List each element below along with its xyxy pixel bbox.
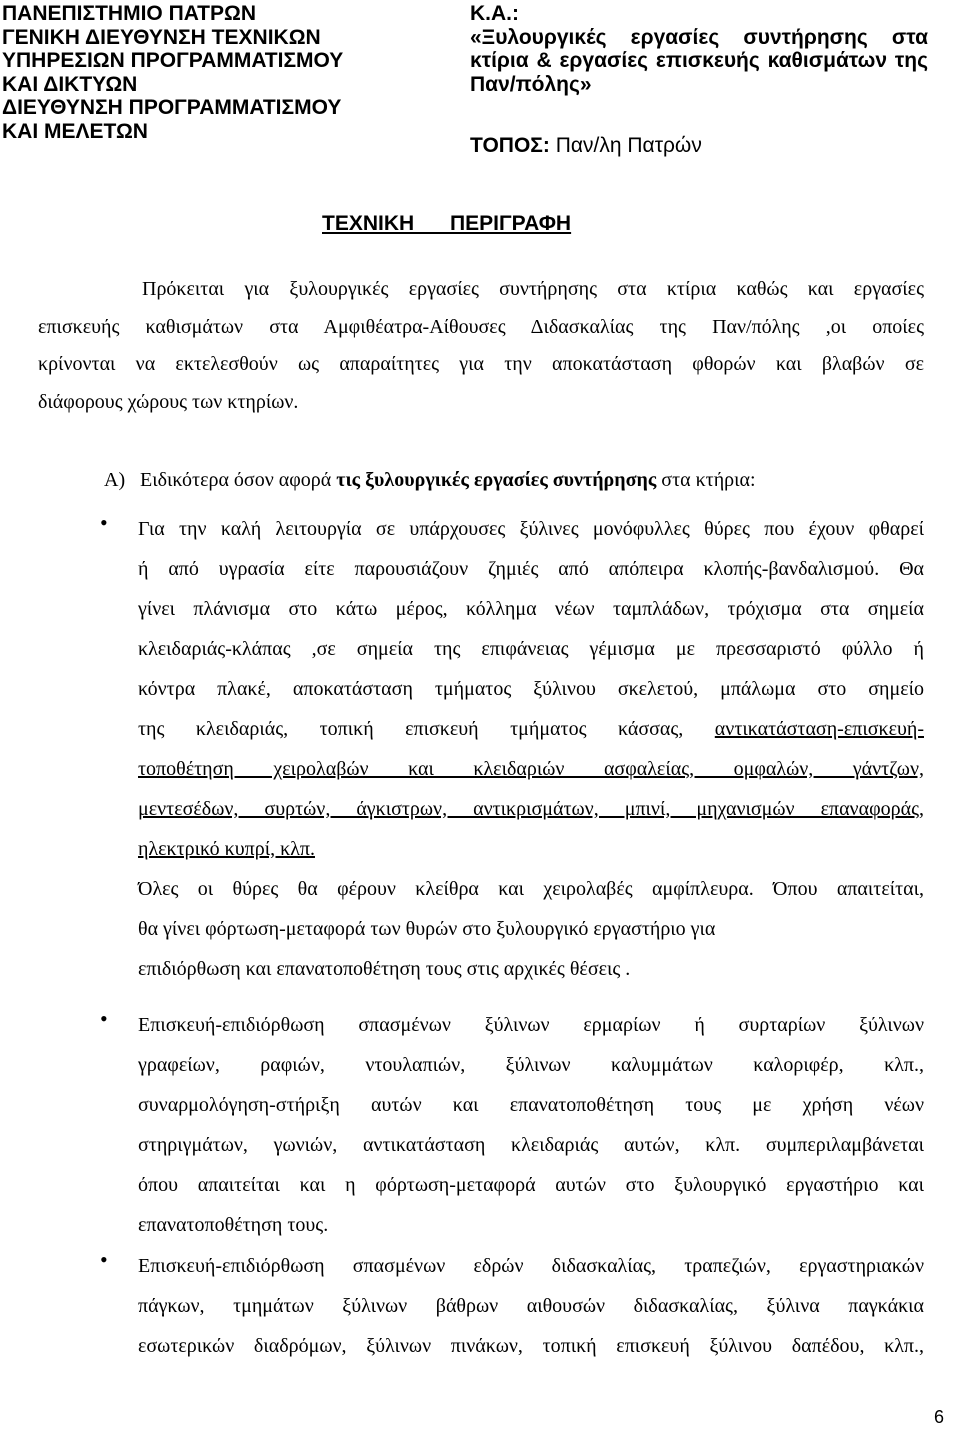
header-line: ΠΑΝΕΠΙΣΤΗΜΙΟ ΠΑΤΡΩΝ xyxy=(2,2,257,25)
bullet-line-plain: της κλειδαριάς, τοπική επισκευή τμήματος κάσσας, xyxy=(138,718,715,740)
section-text-pre: Ειδικότερα όσον αφορά xyxy=(140,469,337,491)
header-line: ΥΠΗΡΕΣΙΩΝ ΠΡΟΓΡΑΜΜΑΤΙΣΜΟΥ xyxy=(2,49,344,72)
header-line: ΚΑΙ ΔΙΚΤΥΩΝ xyxy=(2,72,138,96)
bullet-line: επιδιόρθωση και επανατοποθέτηση τους στις αρχικές θέσεις . xyxy=(138,958,631,980)
bullet-line: επανατοποθέτηση τους. xyxy=(138,1214,329,1236)
bullet-line: κόντρα πλακέ, αποκατάσταση τμήματος ξύλινου σκελετού, μπάλωμα στο σημείο xyxy=(138,678,924,700)
header-project xyxy=(470,2,928,96)
bullet-line: Για την καλή λειτουργία σε υπάρχουσες ξύλινες μονόφυλλες θύρες που έχουν φθαρεί xyxy=(138,518,924,540)
bullet-line-underlined: μεντεσέδων, συρτών, άγκιστρων, αντικρισμάτων, μπινί, μηχανισμών επαναφοράς, xyxy=(138,798,924,820)
bullet-line: όπου απαιτείται και η φόρτωση-μεταφορά αυτών στο ξυλουργικό εργαστήριο και xyxy=(138,1174,924,1196)
location-value: Παν/λη Πατρών xyxy=(555,134,702,157)
section-a-heading xyxy=(104,469,756,492)
page-title: ΤΕΧΝΙΚΗ ΠΕΡΙΓΡΑΦΗ xyxy=(322,212,572,235)
section-label: Α) xyxy=(104,469,126,491)
bullet-icon: • xyxy=(100,510,108,535)
section-text-post: στα κτήρια: xyxy=(656,469,756,491)
header-line: ΓΕΝΙΚΗ ΔΙΕΥΘΥΝΣΗ ΤΕΧΝΙΚΩΝ xyxy=(2,25,321,49)
bullet-line: γίνει πλάνισμα στο κάτω μέρος, κόλλημα νέων ταμπλάδων, τρόχισμα στα σημεία xyxy=(138,598,924,620)
header-line: ΔΙΕΥΘΥΝΣΗ ΠΡΟΓΡΑΜΜΑΤΙΣΜΟΥ xyxy=(2,96,342,119)
bullet-line-underlined: ηλεκτρικό κυπρί, κλπ. xyxy=(138,838,315,860)
project-code: Κ.Α.: xyxy=(470,2,519,25)
bullet-item-desks xyxy=(138,1246,924,1366)
bullet-line: Επισκευή-επιδιόρθωση σπασμένων εδρών διδασκαλίας, τραπεζιών, εργαστηριακών xyxy=(138,1255,924,1277)
bullet-line: πάγκων, τμημάτων ξύλινων βάθρων αιθουσών διδασκαλίας, ξύλινα παγκάκια xyxy=(138,1295,924,1317)
bullet-line: συναρμολόγηση-στήριξη αυτών και επανατοποθέτηση τους με χρήση νέων xyxy=(138,1094,924,1116)
bullet-line xyxy=(138,829,924,869)
project-title-line: Παν/πόλης» xyxy=(470,72,592,96)
intro-line: διάφορους χώρους των κτηρίων. xyxy=(38,390,299,413)
intro-line: Πρόκειται για ξυλουργικές εργασίες συντήρησης στα κτίρια καθώς και εργασίες xyxy=(142,278,924,300)
section-text-bold: τις ξυλουργικές εργασίες συντήρησης xyxy=(336,469,657,491)
intro-line: επισκευής καθισμάτων στα Αμφιθέατρα-Αίθουσες Διδασκαλίας της Παν/πόλης ,οι οποίες xyxy=(38,315,924,338)
bullet-line-underlined: αντικατάσταση-επισκευή- xyxy=(714,718,924,740)
bullet-line: ή από υγρασία είτε παρουσιάζουν ζημιές από απόπειρα κλοπής-βανδαλισμού. Θα xyxy=(138,558,924,580)
project-title-line: «Ξυλουργικές εργασίες συντήρησης στα xyxy=(470,25,928,49)
page-number: 6 xyxy=(934,1407,945,1427)
bullet-line: στηριγμάτων, γωνιών, αντικατάσταση κλειδαριάς αυτών, κλπ. συμπεριλαμβάνεται xyxy=(138,1134,924,1156)
location xyxy=(470,134,702,158)
header-line: ΚΑΙ ΜΕΛΕΤΩΝ xyxy=(2,119,148,143)
bullet-line-underlined: τοποθέτηση χειρολαβών και κλειδαριών ασφαλείας, ομφαλών, γάντζων, xyxy=(138,758,924,780)
bullet-icon: • xyxy=(100,1247,108,1272)
bullet-icon: • xyxy=(100,1006,108,1031)
bullet-line: γραφείων, ραφιών, ντουλαπιών, ξύλινων καλυμμάτων καλοριφέρ, κλπ., xyxy=(138,1054,924,1076)
bullet-line xyxy=(138,709,924,749)
bullet-line: Επισκευή-επιδιόρθωση σπασμένων ξύλινων ερμαρίων ή συρταρίων ξύλινων xyxy=(138,1014,924,1036)
location-label: ΤΟΠΟΣ: xyxy=(470,134,550,157)
project-title-line: κτίρια & εργασίες επισκευής καθισμάτων της xyxy=(470,49,928,72)
intro-line: κρίνονται να εκτελεσθούν ως απαραίτητες για την αποκατάσταση φθορών και βλαβών σε xyxy=(38,353,924,375)
bullet-line: Όλες οι θύρες θα φέρουν κλείθρα και χειρολαβές αμφίπλευρα. Όπου απαιτείται, xyxy=(138,878,924,900)
bullet-line: κλειδαριάς-κλάπας ,σε σημεία της επιφάνειας γέμισμα με πρεσσαριστό φύλλο ή xyxy=(138,638,924,660)
intro-paragraph xyxy=(38,271,924,421)
header-institution xyxy=(2,2,442,143)
bullet-item-cabinets xyxy=(138,1005,924,1245)
bullet-line: θα γίνει φόρτωση-μεταφορά των θυρών στο ξυλουργικό εργαστήριο για xyxy=(138,918,716,940)
bullet-line: εσωτερικών διαδρόμων, ξύλινων πινάκων, τοπική επισκευή ξύλινου δαπέδου, κλπ., xyxy=(138,1335,924,1357)
bullet-item-doors xyxy=(138,509,924,989)
